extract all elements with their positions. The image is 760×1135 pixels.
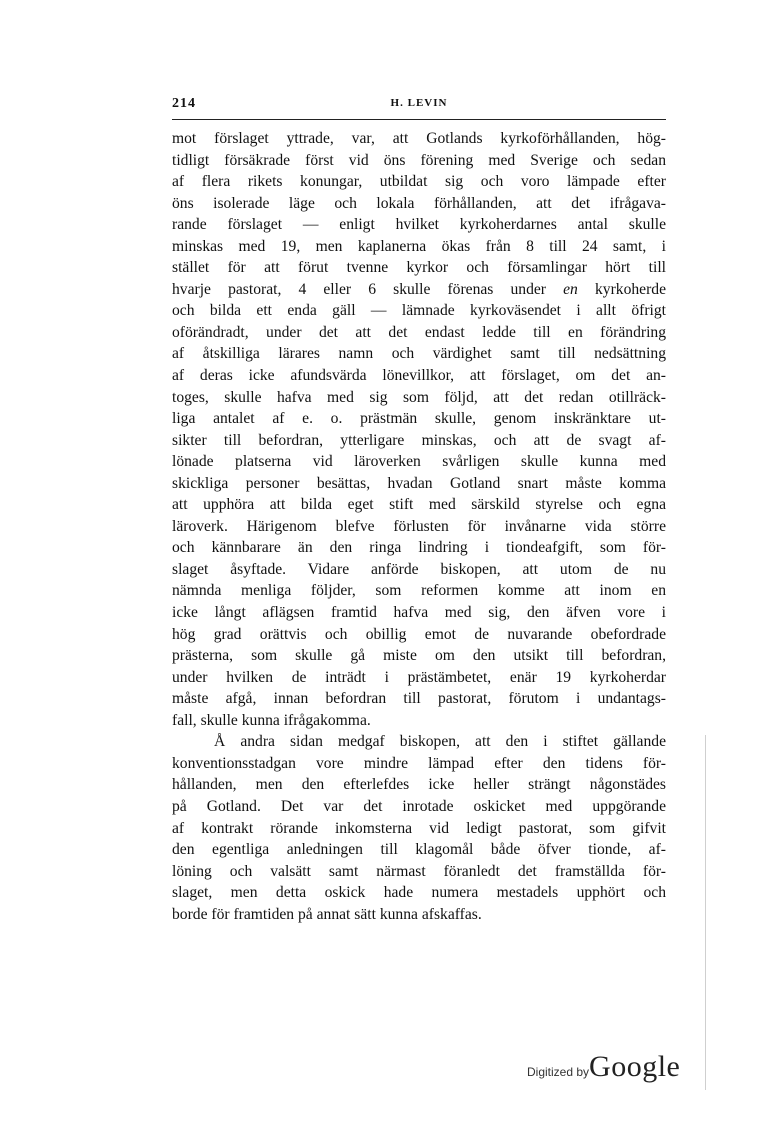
- text-line: måste afgå, innan befordran till pastorat, förutom i undantags-: [172, 690, 666, 708]
- text-line: prästerna, som skulle gå miste om den utsikt till befordran,: [172, 647, 666, 665]
- header-rule: [172, 119, 666, 120]
- text-line: skickliga personer besättas, hvadan Gotland snart måste komma: [172, 474, 666, 492]
- text-line: mot förslaget yttrade, var, att Gotlands kyrkoförhållanden, hög-: [172, 130, 666, 147]
- page-header: [172, 96, 666, 116]
- body-text: [172, 128, 666, 925]
- page-number: 214: [172, 96, 196, 111]
- text-line: att upphöra att bilda eget stift med särskild styrelse och egna: [172, 496, 666, 514]
- text-line: hög grad orättvis och obillig emot de nuvarande obefordrade: [172, 625, 666, 643]
- text-line: tidligt försäkrade först vid öns förening med Sverige och sedan: [172, 151, 666, 169]
- text-line: slaget, men detta oskick hade numera mestadels upphört och: [172, 884, 666, 902]
- running-head: H. LEVIN: [390, 97, 448, 109]
- text-line: hållanden, men den efterlefdes icke heller strängt någonstädes: [172, 776, 666, 794]
- digitized-watermark: [527, 1050, 680, 1084]
- text-line: af kontrakt rörande inkomsterna vid ledigt pastorat, som gifvit: [172, 819, 666, 837]
- text-line: icke långt aflägsen framtid hafva med sig, den äfven vore i: [172, 604, 666, 622]
- text-line: och kännbarare än den ringa lindring i tiondeafgift, som för-: [172, 539, 666, 557]
- text-line: konventionsstadgan vore mindre lämpad efter den tidens för-: [172, 754, 666, 772]
- text-line: liga antalet af e. o. prästmän skulle, genom inskränktare ut-: [172, 410, 666, 428]
- text-line: sikter till befordran, ytterligare minskas, och att de svagt af-: [172, 431, 666, 449]
- text-line: rande förslaget — enligt hvilket kyrkoherdarnes antal skulle: [172, 216, 666, 234]
- text-line: den egentliga anledningen till klagomål både öfver tionde, af-: [172, 841, 666, 859]
- text-line: och bilda ett enda gäll — lämnade kyrkoväsendet i allt öfrigt: [172, 302, 666, 320]
- text-line: lönade platserna vid läroverken svårligen skulle kunna med: [172, 453, 666, 471]
- scan-margin-line: [705, 735, 706, 1090]
- emphasis: en: [563, 280, 578, 298]
- text-line: öns isolerade läge och lokala förhållanden, att det ifrågava-: [172, 194, 666, 212]
- text-line: fall, skulle kunna ifrågakomma.: [172, 711, 371, 729]
- text-line: af flera rikets konungar, utbildat sig och voro lämpade efter: [172, 173, 666, 191]
- text-line: stället för att förut tvenne kyrkor och församlingar hört till: [172, 259, 666, 277]
- text-line: minskas med 19, men kaplanerna ökas från 8 till 24 samt, i: [172, 237, 666, 255]
- text-line: toges, skulle hafva med sig som följd, att det redan otillräck-: [172, 388, 666, 406]
- text-line: Å andra sidan medgaf biskopen, att den i stiftet gällande: [214, 733, 666, 751]
- text-line: hvarje pastorat, 4 eller 6 skulle förenas under en kyrkoherde: [172, 280, 666, 298]
- text-line: slaget åsyftade. Vidare anförde biskopen, att utom de nu: [172, 560, 666, 578]
- text-line: af deras icke afundsvärda lönevillkor, att förslaget, om det an-: [172, 367, 666, 385]
- watermark-prefix: Digitized by: [527, 1065, 590, 1079]
- text-line: nämnda menliga följder, som reformen komme att inom en: [172, 582, 666, 600]
- text-line: oförändradt, under det att det endast ledde till en förändring: [172, 323, 666, 341]
- text-line: borde för framtiden på annat sätt kunna afskaffas.: [172, 905, 482, 923]
- text-line: af åtskilliga lärares namn och värdighet samt till nedsättning: [172, 345, 666, 363]
- text-line: läroverk. Härigenom blefve förlusten för invånarne vida större: [172, 517, 666, 535]
- text-line: under hvilken de inträdt i prästämbetet, enär 19 kyrkoherdar: [172, 668, 666, 686]
- watermark-brand: Google: [589, 1050, 681, 1083]
- text-line: på Gotland. Det var det inrotade oskicket med uppgörande: [172, 797, 666, 815]
- text-line: löning och valsätt samt närmast föranledt det framställda för-: [172, 862, 666, 880]
